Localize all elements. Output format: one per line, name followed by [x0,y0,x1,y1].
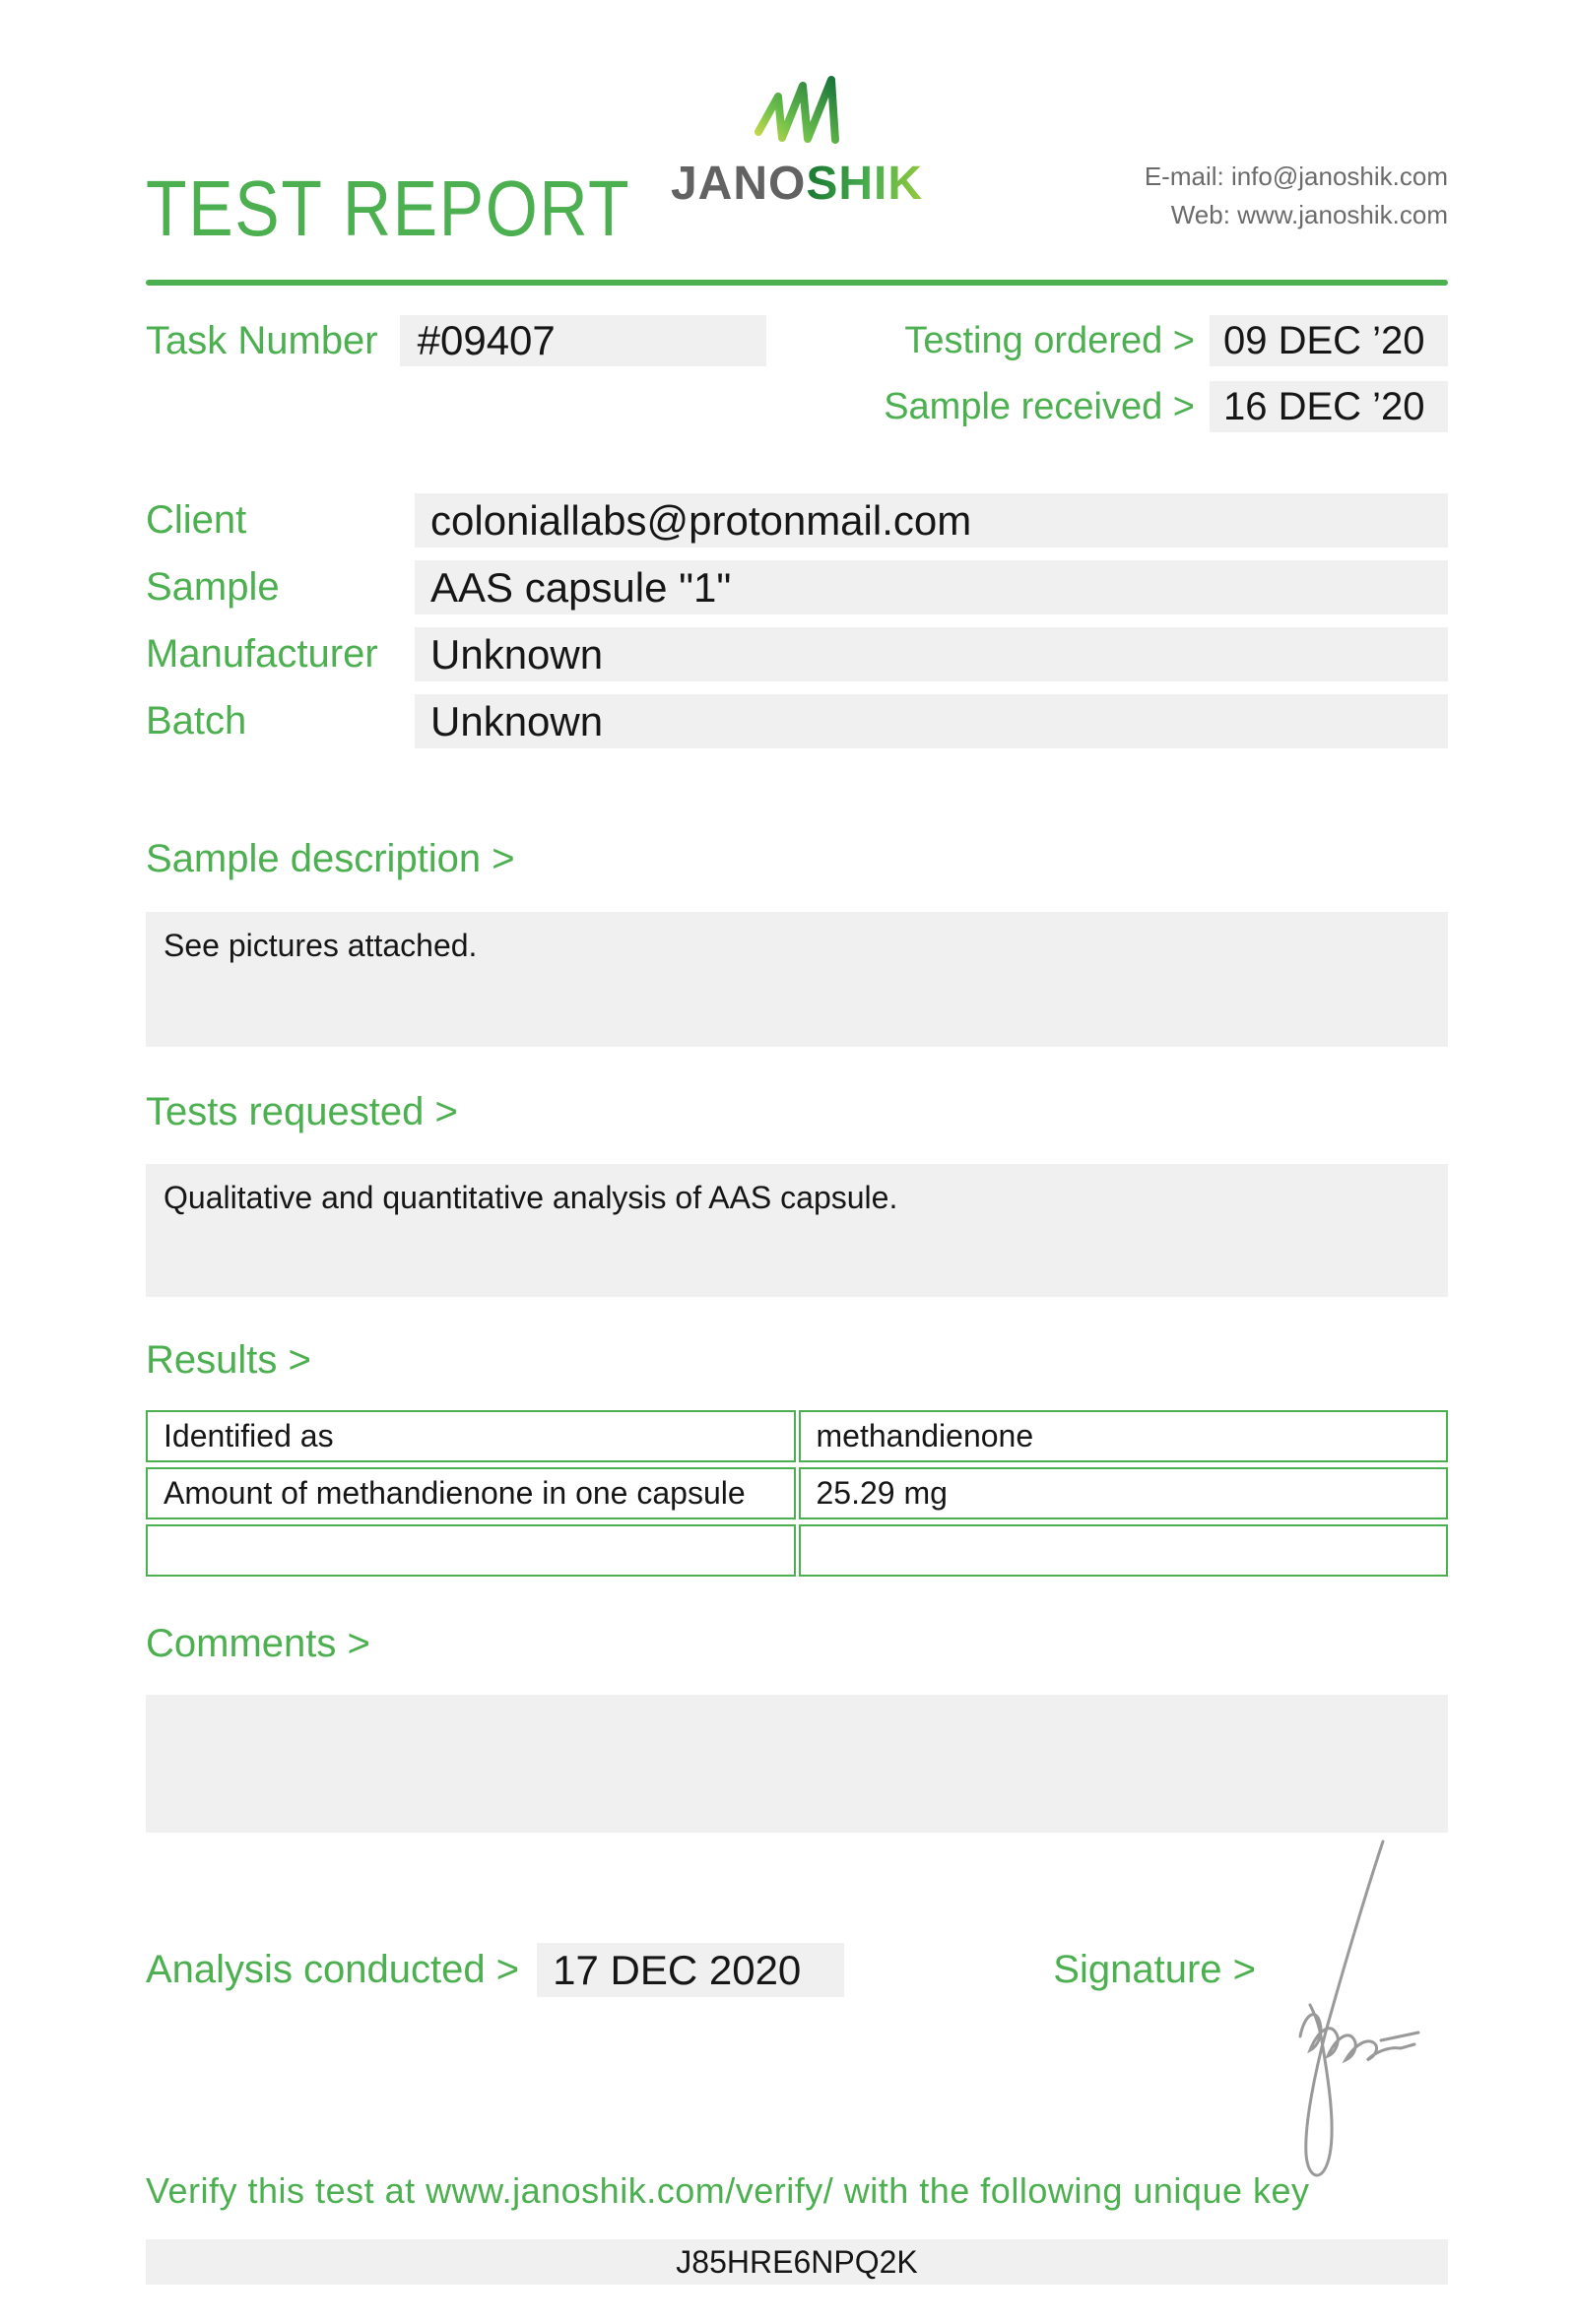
dates-group [884,315,1448,432]
comments-box [146,1695,1448,1833]
janoshik-logo [671,73,923,208]
analysis-conducted-label: Analysis conducted > [146,1948,520,1991]
result-value-cell: methandienone [799,1410,1449,1462]
task-section [146,315,1448,432]
comments-heading: Comments > [146,1622,370,1665]
analysis-date-value: 17 DEC 2020 [537,1943,844,1997]
info-row-manufacturer [146,627,1448,681]
client-label: Client [146,498,247,542]
sample-info-section [146,493,1448,748]
signature-image [1265,1830,1442,2189]
info-row-sample [146,560,1448,614]
trend-chart-icon [752,73,842,150]
logo-wordmark [670,158,924,210]
info-row-client [146,493,1448,548]
header [146,59,1448,256]
info-row-batch [146,694,1448,748]
header-divider [146,280,1448,286]
contact-email: E-mail: info@janoshik.com [1144,161,1448,191]
sample-description-heading: Sample description > [146,837,515,880]
verify-text: Verify this test at www.janoshik.com/verify/ with the following unique key [146,2170,1310,2211]
testing-ordered-row [884,315,1448,366]
results-table [146,1410,1448,1577]
result-name-cell: Amount of methandienone in one capsule [146,1467,796,1519]
tests-requested-box: Qualitative and quantitative analysis of AAS capsule. [146,1164,1448,1297]
task-number-value: #09407 [400,315,766,366]
results-heading: Results > [146,1338,311,1382]
contact-web: Web: www.janoshik.com [1170,200,1448,229]
logo-word-shik: SHIK [806,158,924,210]
sample-value: AAS capsule "1" [415,560,1448,614]
batch-label: Batch [146,699,247,742]
result-value-cell: 25.29 mg [799,1467,1449,1519]
manufacturer-value: Unknown [415,627,1448,681]
sample-description-box: See pictures attached. [146,912,1448,1047]
result-value-cell [799,1524,1449,1577]
testing-ordered-value: 09 DEC ’20 [1210,315,1448,366]
manufacturer-label: Manufacturer [146,632,378,676]
task-number-group [146,315,766,366]
client-value: coloniallabs@protonmail.com [415,493,1448,548]
page-title: TEST REPORT [146,164,631,252]
task-number-label: Task Number [146,318,378,362]
contact-info [1145,158,1448,234]
sample-received-value: 16 DEC ’20 [1210,381,1448,432]
batch-value: Unknown [415,694,1448,748]
testing-ordered-label: Testing ordered > [904,319,1195,361]
tests-requested-heading: Tests requested > [146,1090,458,1133]
unique-key-box: J85HRE6NPQ2K [146,2239,1448,2285]
logo-word-jano: JANO [670,158,807,210]
result-name-cell: Identified as [146,1410,796,1462]
result-name-cell [146,1524,796,1577]
sample-received-label: Sample received > [884,385,1195,427]
sample-received-row [884,381,1448,432]
analysis-signature-row [146,1943,1448,1997]
sample-label: Sample [146,565,280,609]
signature-label: Signature > [1053,1948,1256,1991]
